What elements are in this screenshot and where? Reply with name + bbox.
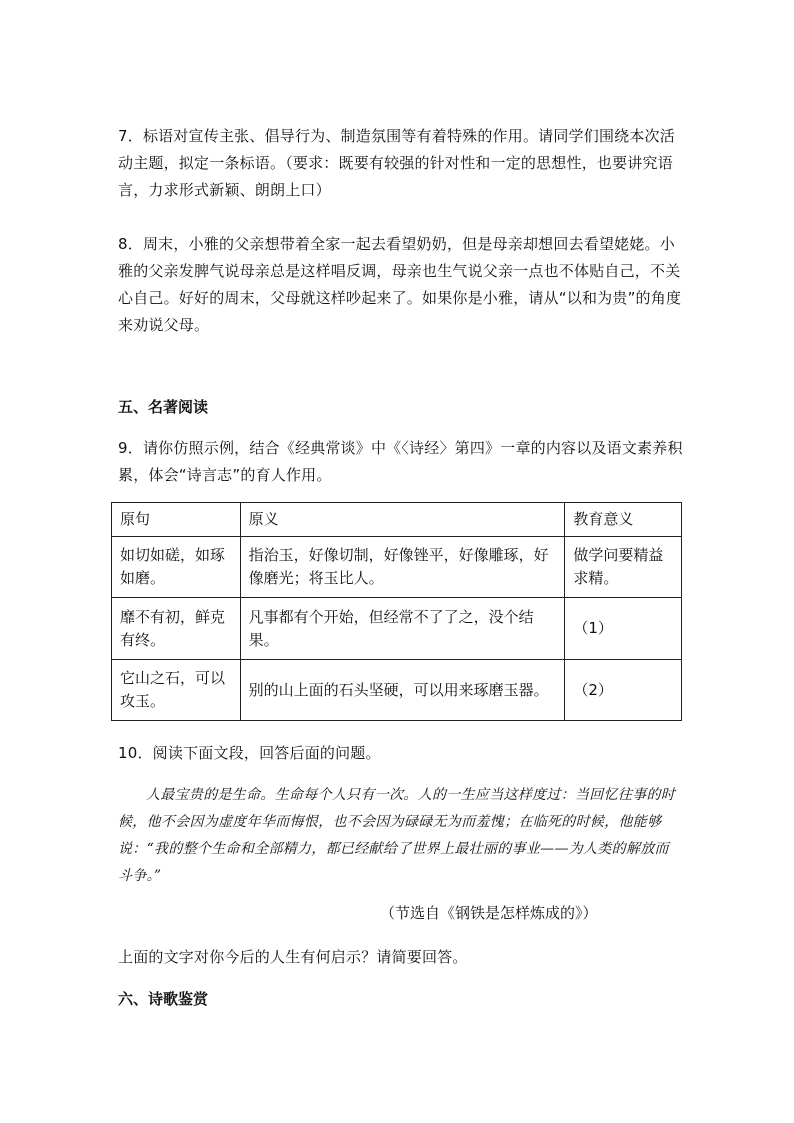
table-cell: 靡不有初，鲜克有终。 [112, 598, 241, 660]
reading-passage: 人最宝贵的是生命。生命每个人只有一次。人的一生应当这样度过：当回忆往事的时候，他不会因为虚度年华而悔恨，也不会因为碌碌无为而羞愧；在临死的时候，他能够说：“我的整个生命和全部精力，都已经献给了世界上最壮丽的事业——为人类的解放而斗争。” [118, 787, 676, 884]
question-10-prompt: 上面的文字对你今后的人生有何启示？请简要回答。 [118, 948, 468, 966]
poetry-table [111, 502, 682, 721]
table-row [112, 537, 682, 598]
table-header-cell: 教育意义 [565, 503, 682, 537]
table-row [112, 660, 682, 721]
section-title-poetry: 六、诗歌鉴赏 [118, 990, 209, 1008]
answer-blank-2: （2） [565, 660, 682, 721]
table-cell: 指治玉，好像切制，好像锉平，好像雕琢，好像磨光；将玉比人。 [240, 537, 565, 598]
question-10: 10．阅读下面文段，回答后面的问题。 [118, 744, 381, 762]
table-cell: 凡事都有个开始，但经常不了了之，没个结果。 [240, 598, 565, 660]
table-cell: 如切如磋，如琢如磨。 [112, 537, 241, 598]
question-7: 7．标语对宣传主张、倡导行为、制造氛围等有着特殊的作用。请同学们围绕本次活动主题，拟定一条标语。（要求：既要有较强的针对性和一定的思想性，也要讲究语言，力求形式新颖、朗朗上口） [118, 127, 675, 199]
table-cell: 做学问要精益求精。 [565, 537, 682, 598]
table-cell: 它山之石，可以攻玉。 [112, 660, 241, 721]
table-cell: 别的山上面的石头坚硬，可以用来琢磨玉器。 [240, 660, 565, 721]
question-8: 8．周末，小雅的父亲想带着全家一起去看望奶奶，但是母亲却想回去看望姥姥。小雅的父亲发脾气说母亲总是这样唱反调，母亲也生气说父亲一点也不体贴自己，不关心自己。好好的周末，父母就这样吵起来了。如果你是小雅，请从“以和为贵”的角度来劝说父母。 [118, 235, 682, 334]
question-9: 9．请你仿照示例，结合《经典常谈》中《〈诗经〉第四》一章的内容以及语文素养积累，体会“诗言志”的育人作用。 [118, 439, 683, 484]
section-title-classics: 五、名著阅读 [118, 398, 209, 416]
table-header-cell: 原义 [240, 503, 565, 537]
table-header-row [112, 503, 682, 537]
table-row [112, 598, 682, 660]
passage-source: （节选自《钢铁是怎样炼成的》） [380, 904, 598, 922]
table-header-cell: 原句 [112, 503, 241, 537]
answer-blank-1: （1） [565, 598, 682, 660]
